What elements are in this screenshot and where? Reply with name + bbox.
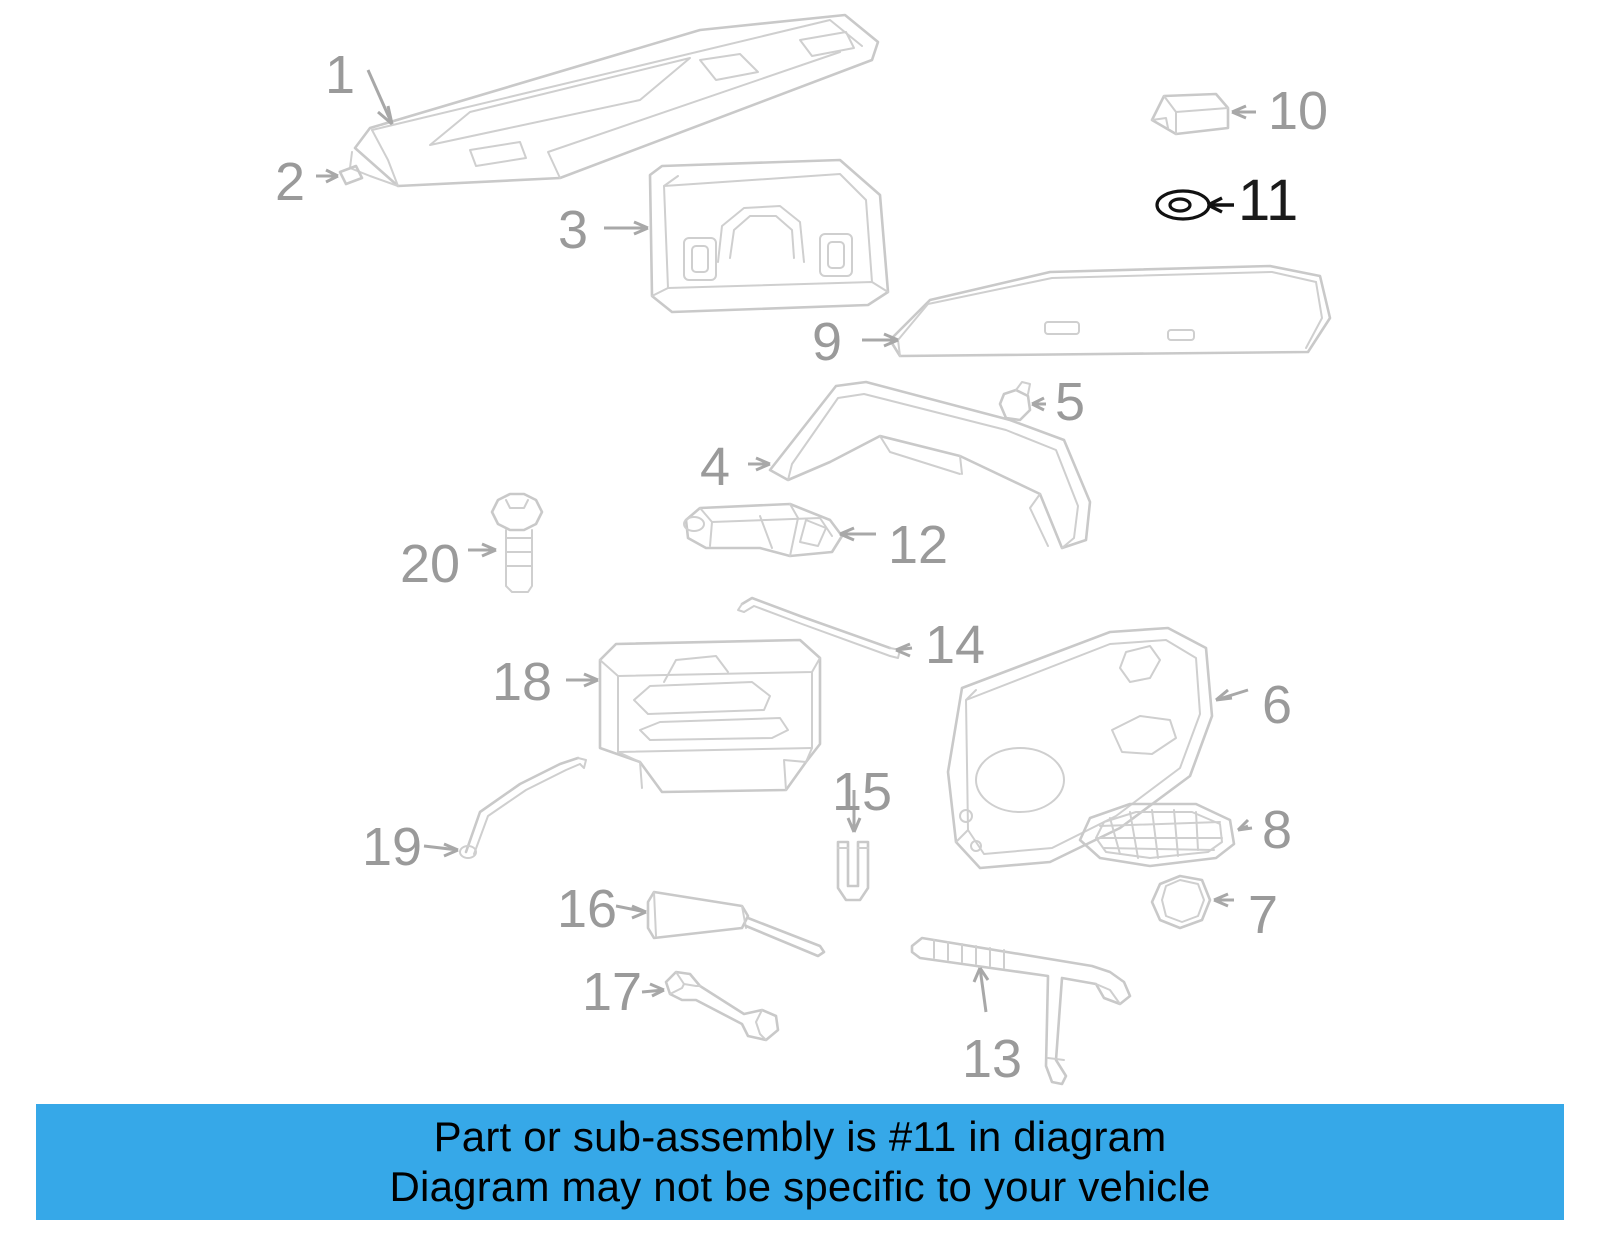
callout-number-20: 20 bbox=[400, 534, 461, 594]
callout-number-17: 17 bbox=[582, 962, 643, 1022]
callout-number-6: 6 bbox=[1262, 675, 1293, 735]
callout-number-15: 15 bbox=[832, 762, 893, 822]
part-15-clip-bracket bbox=[838, 842, 868, 900]
callout-number-8: 8 bbox=[1262, 800, 1293, 860]
callout-number-16: 16 bbox=[557, 879, 618, 939]
part-6-quarter-trim-panel bbox=[948, 628, 1212, 868]
part-5-plug bbox=[1000, 382, 1030, 420]
part-19-strap bbox=[460, 758, 586, 858]
callout-number-13: 13 bbox=[962, 1029, 1023, 1089]
part-3-rear-panel bbox=[650, 160, 888, 312]
part-18-tool-tray bbox=[600, 640, 820, 792]
banner-line-1: Part or sub-assembly is #11 in diagram bbox=[433, 1113, 1167, 1161]
callout-number-11: 11 bbox=[1238, 168, 1299, 233]
callout-number-14: 14 bbox=[925, 615, 986, 675]
callout-number-12: 12 bbox=[888, 515, 949, 575]
part-14-wrench-bar bbox=[738, 598, 900, 658]
callout-number-1: 1 bbox=[325, 45, 356, 105]
callout-number-4: 4 bbox=[700, 437, 731, 497]
callout-number-2: 2 bbox=[275, 152, 306, 212]
callout-number-10: 10 bbox=[1268, 81, 1329, 141]
callout-number-3: 3 bbox=[558, 200, 589, 260]
part-7-cap bbox=[1152, 876, 1210, 928]
part-9-upper-trim-panel bbox=[890, 266, 1330, 356]
part-11-grommet-highlighted bbox=[1157, 191, 1209, 219]
part-16-screwdriver bbox=[648, 892, 824, 956]
leader-1 bbox=[368, 70, 392, 124]
callout-number-18: 18 bbox=[492, 652, 553, 712]
part-20-bolt bbox=[492, 494, 542, 592]
part-17-wrench bbox=[666, 972, 778, 1040]
leader-8-arrow bbox=[1238, 820, 1252, 830]
callout-number-7: 7 bbox=[1248, 885, 1279, 945]
banner-line-2: Diagram may not be specific to your vehicle bbox=[389, 1163, 1211, 1210]
callout-number-9: 9 bbox=[812, 312, 843, 372]
callout-number-5: 5 bbox=[1055, 372, 1086, 432]
callout-number-19: 19 bbox=[362, 817, 423, 877]
part-10-bracket bbox=[1152, 94, 1228, 134]
part-12-jack bbox=[684, 504, 842, 556]
part-2-clip bbox=[340, 166, 362, 184]
diagram-note-banner bbox=[36, 1104, 1564, 1220]
